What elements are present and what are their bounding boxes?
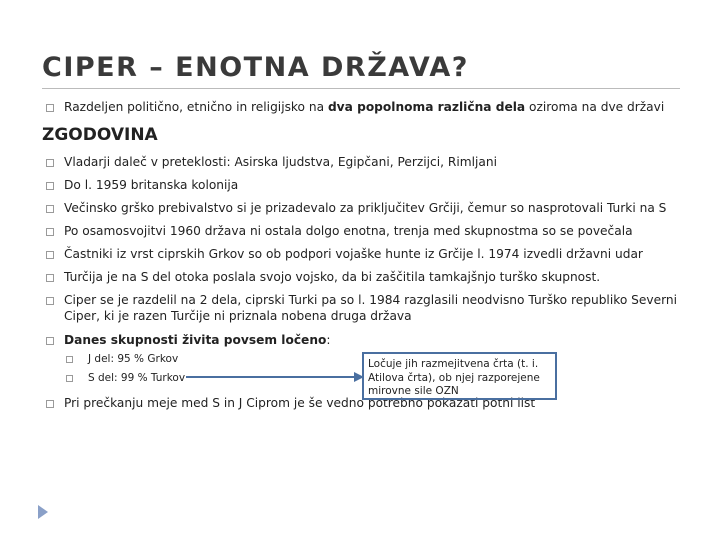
- section-heading: ZGODOVINA: [42, 125, 158, 145]
- list-item: Ciper se je razdelil na 2 dela, ciprski Turki pa so l. 1984 razglasili neodvisno Turško republiko Severni: [64, 293, 678, 307]
- square-bullet-icon: [46, 228, 54, 236]
- divided-line: [64, 332, 330, 348]
- square-bullet-icon: [46, 274, 54, 282]
- intro-bold-text: dva popolnoma različna dela: [327, 100, 526, 114]
- list-item: Turčija je na S del otoka poslala svojo vojsko, da bi zaščitila tamkajšnjo turško skupnost.: [64, 270, 601, 284]
- list-item: Do l. 1959 britanska kolonija: [64, 178, 239, 192]
- list-item: Večinsko grško prebivalstvo si je prizadevalo za priključitev Grčiji, čemur so nasprotovali Turki na S: [64, 201, 667, 215]
- square-bullet-icon: [46, 251, 54, 259]
- list-item-continuation: Ciper, ki je razen Turčije ni priznala nobena druga država: [64, 309, 412, 323]
- callout-text: Ločuje jih razmejitvena črta (t. i. Atilova črta), ob njej razporejene mirovne sile OZN: [368, 358, 540, 397]
- intro-line: [64, 99, 664, 115]
- square-bullet-icon: [46, 205, 54, 213]
- intro-text-end: oziroma na dve državi: [525, 100, 665, 114]
- square-bullet-icon: [46, 337, 54, 345]
- square-bullet-icon: [66, 356, 73, 363]
- divided-text-end: :: [326, 333, 331, 347]
- sub-list-item: S del: 99 % Turkov: [88, 372, 186, 384]
- sub-list-item: J del: 95 % Grkov: [88, 353, 179, 365]
- square-bullet-icon: [46, 400, 54, 408]
- title-divider: [42, 88, 680, 89]
- list-item: Vladarji daleč v preteklosti: Asirska ljudstva, Egipčani, Perzijci, Rimljani: [64, 155, 497, 169]
- square-bullet-icon: [46, 297, 54, 305]
- arrow-icon: [186, 370, 366, 384]
- nav-arrow-icon[interactable]: [36, 504, 50, 520]
- divided-bold-text: Danes skupnosti živita povsem ločeno: [64, 333, 327, 347]
- square-bullet-icon: [46, 159, 54, 167]
- list-item: Po osamosvojitvi 1960 država ni ostala dolgo enotna, trenja med skupnostma so se povečala: [64, 224, 633, 238]
- list-item: Pri prečkanju meje med S in J Ciprom je še vedno potrebno pokazati potni list: [64, 396, 536, 410]
- square-bullet-icon: [46, 104, 54, 112]
- square-bullet-icon: [46, 182, 54, 190]
- square-bullet-icon: [66, 375, 73, 382]
- intro-text: Razdeljen politično, etnično in religijsko na: [64, 100, 328, 114]
- page-title: CIPER – ENOTNA DRŽAVA?: [42, 52, 469, 83]
- list-item: Častniki iz vrst ciprskih Grkov so ob podpori vojaške hunte iz Grčije l. 1974 izvedli državni udar: [64, 247, 643, 261]
